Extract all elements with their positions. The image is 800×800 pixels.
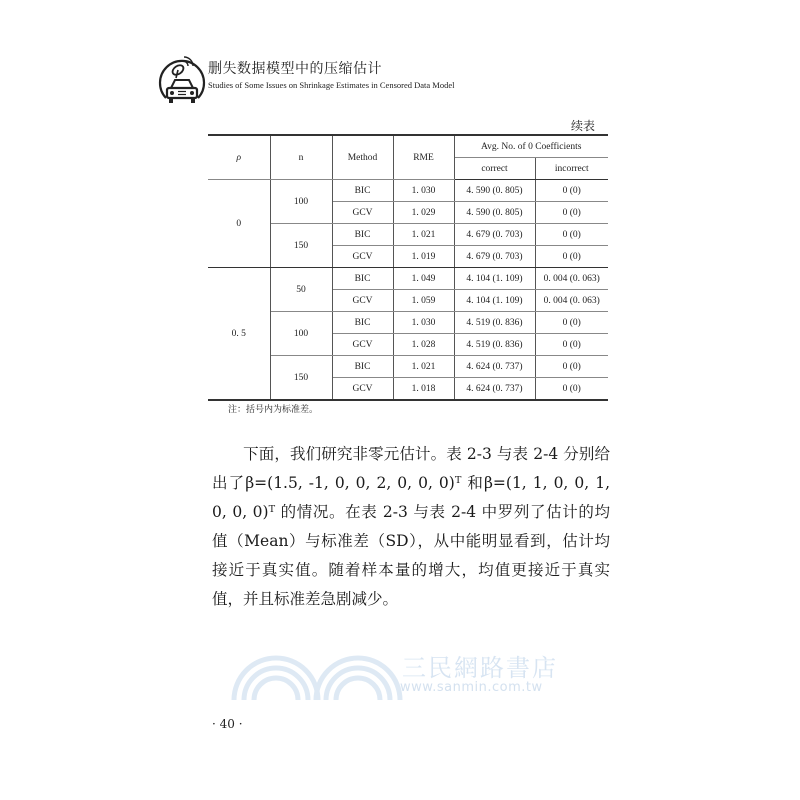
satellite-car-icon bbox=[156, 50, 208, 108]
cell-method: GCV bbox=[332, 246, 393, 268]
cell-correct: 4. 624 (0. 737) bbox=[454, 356, 535, 378]
cell-rme: 1. 030 bbox=[393, 312, 454, 334]
cell-incorrect: 0 (0) bbox=[535, 202, 608, 224]
cell-incorrect: 0. 004 (0. 063) bbox=[535, 290, 608, 312]
cell-method: BIC bbox=[332, 224, 393, 246]
cell-incorrect: 0 (0) bbox=[535, 356, 608, 378]
cell-n: 100 bbox=[270, 312, 332, 356]
cell-incorrect: 0 (0) bbox=[535, 246, 608, 268]
cell-incorrect: 0 (0) bbox=[535, 180, 608, 202]
book-title-en: Studies of Some Issues on Shrinkage Estimates in Censored Data Model bbox=[208, 80, 455, 90]
cell-correct: 4. 104 (1. 109) bbox=[454, 290, 535, 312]
col-header-n: n bbox=[270, 135, 332, 180]
cell-rme: 1. 059 bbox=[393, 290, 454, 312]
cell-correct: 4. 624 (0. 737) bbox=[454, 378, 535, 401]
cell-method: BIC bbox=[332, 312, 393, 334]
col-header-incorrect: incorrect bbox=[535, 158, 608, 180]
table-row bbox=[208, 180, 608, 202]
cell-method: BIC bbox=[332, 180, 393, 202]
cell-correct: 4. 104 (1. 109) bbox=[454, 268, 535, 290]
cell-rme: 1. 021 bbox=[393, 356, 454, 378]
table-note: 注：括号内为标准差。 bbox=[228, 405, 319, 415]
cell-correct: 4. 519 (0. 836) bbox=[454, 334, 535, 356]
cell-rme: 1. 028 bbox=[393, 334, 454, 356]
cell-n: 150 bbox=[270, 356, 332, 401]
cell-incorrect: 0. 004 (0. 063) bbox=[535, 268, 608, 290]
watermark-name: 三民網路書店 bbox=[402, 654, 558, 682]
cell-method: GCV bbox=[332, 334, 393, 356]
cell-correct: 4. 679 (0. 703) bbox=[454, 246, 535, 268]
cell-n: 50 bbox=[270, 268, 332, 312]
cell-incorrect: 0 (0) bbox=[535, 334, 608, 356]
book-title-cn: 删失数据模型中的压缩估计 bbox=[208, 61, 382, 77]
cell-rme: 1. 029 bbox=[393, 202, 454, 224]
col-header-rme: RME bbox=[393, 135, 454, 180]
cell-incorrect: 0 (0) bbox=[535, 224, 608, 246]
cell-rho: 0. 5 bbox=[208, 268, 270, 401]
col-header-correct: correct bbox=[454, 158, 535, 180]
cell-method: GCV bbox=[332, 202, 393, 224]
col-header-method: Method bbox=[332, 135, 393, 180]
body-paragraph bbox=[212, 440, 610, 614]
cell-rme: 1. 030 bbox=[393, 180, 454, 202]
cell-correct: 4. 519 (0. 836) bbox=[454, 312, 535, 334]
watermark-url: www.sanmin.com.tw bbox=[400, 680, 543, 695]
cell-rho: 0 bbox=[208, 180, 270, 268]
cell-rme: 1. 019 bbox=[393, 246, 454, 268]
cell-correct: 4. 590 (0. 805) bbox=[454, 202, 535, 224]
results-table bbox=[208, 134, 608, 401]
cell-rme: 1. 049 bbox=[393, 268, 454, 290]
table-row bbox=[208, 268, 608, 290]
page-number: · 40 · bbox=[212, 717, 243, 731]
col-header-rho: ρ bbox=[208, 135, 270, 180]
paragraph-text: 下面，我们研究非零元估计。表 2-3 与表 2-4 分别给出了β=(1.5, -1, 0, 0, 2, 0, 0, 0)ᵀ 和β=(1, 1, 0, 0, 1, 0, 0, 0)ᵀ 的情况。在表 2-3 与表 2-4 中罗列了估计的均值（Mean）与标准差（SD），从中能明显看到，估计均接近于真实值。随着样本量的增大，均值更接近于真实值，并且标准差急剧减少。 bbox=[212, 445, 610, 608]
cell-correct: 4. 679 (0. 703) bbox=[454, 224, 535, 246]
cell-n: 100 bbox=[270, 180, 332, 224]
cell-n: 150 bbox=[270, 224, 332, 268]
cell-method: BIC bbox=[332, 268, 393, 290]
cell-correct: 4. 590 (0. 805) bbox=[454, 180, 535, 202]
cell-incorrect: 0 (0) bbox=[535, 378, 608, 401]
cell-incorrect: 0 (0) bbox=[535, 312, 608, 334]
cell-rme: 1. 021 bbox=[393, 224, 454, 246]
cell-rme: 1. 018 bbox=[393, 378, 454, 401]
cell-method: GCV bbox=[332, 290, 393, 312]
cell-method: BIC bbox=[332, 356, 393, 378]
col-header-avg-group: Avg. No. of 0 Coefficients bbox=[454, 135, 608, 158]
cell-method: GCV bbox=[332, 378, 393, 401]
table-continued-label: 续表 bbox=[571, 119, 596, 133]
